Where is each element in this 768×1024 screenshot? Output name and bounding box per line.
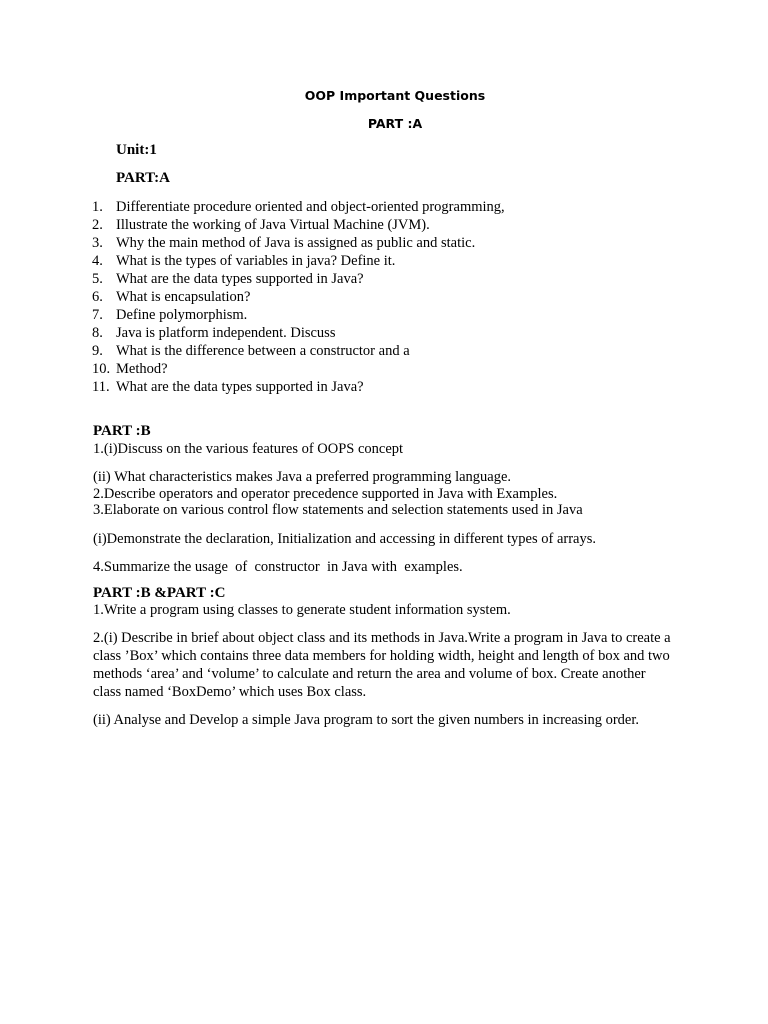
question-number: 2. — [92, 217, 103, 233]
part-b-question-3-i: (i)Demonstrate the declaration, Initialization and accessing in different types of arrays. — [93, 531, 597, 547]
part-bc-question-2-i: 2.(i) Describe in brief about object class and its methods in Java.Write a program in Java to create a class ’Box’ which contains three data members for holding width, height and length of box and two methods ‘area’ and ‘volume’ to calculate and return the area and volume of box. Create another class named ‘BoxDemo’ which uses Box class. — [93, 630, 671, 700]
question-number: 10. — [92, 361, 111, 377]
part-b-question-1-i: 1.(i)Discuss on the various features of OOPS concept — [93, 441, 404, 457]
unit-heading: Unit:1 — [116, 142, 157, 158]
list-item — [92, 216, 505, 234]
question-text: Java is platform independent. Discuss — [116, 325, 336, 341]
part-a-heading: PART:A — [116, 170, 170, 186]
question-number: 7. — [92, 307, 103, 323]
question-text: What are the data types supported in Java? — [116, 379, 364, 395]
part-b-question-1-ii: (ii) What characteristics makes Java a preferred programming language. — [93, 469, 512, 485]
question-text: Why the main method of Java is assigned as public and static. — [116, 235, 476, 251]
question-text: What is the difference between a constructor and a — [116, 343, 410, 359]
list-item — [92, 324, 505, 342]
question-number: 6. — [92, 289, 103, 305]
part-b-question-2: 2.Describe operators and operator precedence supported in Java with Examples. — [93, 486, 558, 502]
question-number: 9. — [92, 343, 103, 359]
question-text: Illustrate the working of Java Virtual Machine (JVM). — [116, 217, 430, 233]
question-number: 4. — [92, 253, 103, 269]
document-title: OOP Important Questions — [304, 88, 486, 103]
question-text: What are the data types supported in Java? — [116, 271, 364, 287]
list-item — [92, 360, 505, 378]
part-b-heading: PART :B — [93, 423, 151, 439]
part-a-label: PART :A — [367, 116, 423, 131]
question-number: 11. — [92, 379, 110, 395]
list-item — [92, 306, 505, 324]
part-a-question-list — [92, 198, 505, 396]
list-item — [92, 252, 505, 270]
list-item — [92, 234, 505, 252]
question-number: 5. — [92, 271, 103, 287]
part-bc-heading: PART :B &PART :C — [93, 585, 226, 601]
list-item — [92, 288, 505, 306]
question-text: What is encapsulation? — [116, 289, 251, 305]
question-number: 1. — [92, 199, 103, 215]
question-number: 8. — [92, 325, 103, 341]
list-item — [92, 342, 505, 360]
part-b-question-4: 4.Summarize the usage of constructor in Java with examples. — [93, 559, 463, 575]
question-text: Method? — [116, 361, 168, 377]
part-bc-question-2-ii: (ii) Analyse and Develop a simple Java program to sort the given numbers in increasing order. — [93, 712, 640, 728]
question-number: 3. — [92, 235, 103, 251]
question-text: What is the types of variables in java? Define it. — [116, 253, 396, 269]
list-item — [92, 378, 505, 396]
part-b-question-3: 3.Elaborate on various control flow statements and selection statements used in Java — [93, 502, 583, 518]
part-bc-question-1: 1.Write a program using classes to generate student information system. — [93, 602, 511, 618]
list-item — [92, 198, 505, 216]
question-text: Differentiate procedure oriented and object-oriented programming, — [116, 199, 505, 215]
list-item — [92, 270, 505, 288]
question-text: Define polymorphism. — [116, 307, 248, 323]
